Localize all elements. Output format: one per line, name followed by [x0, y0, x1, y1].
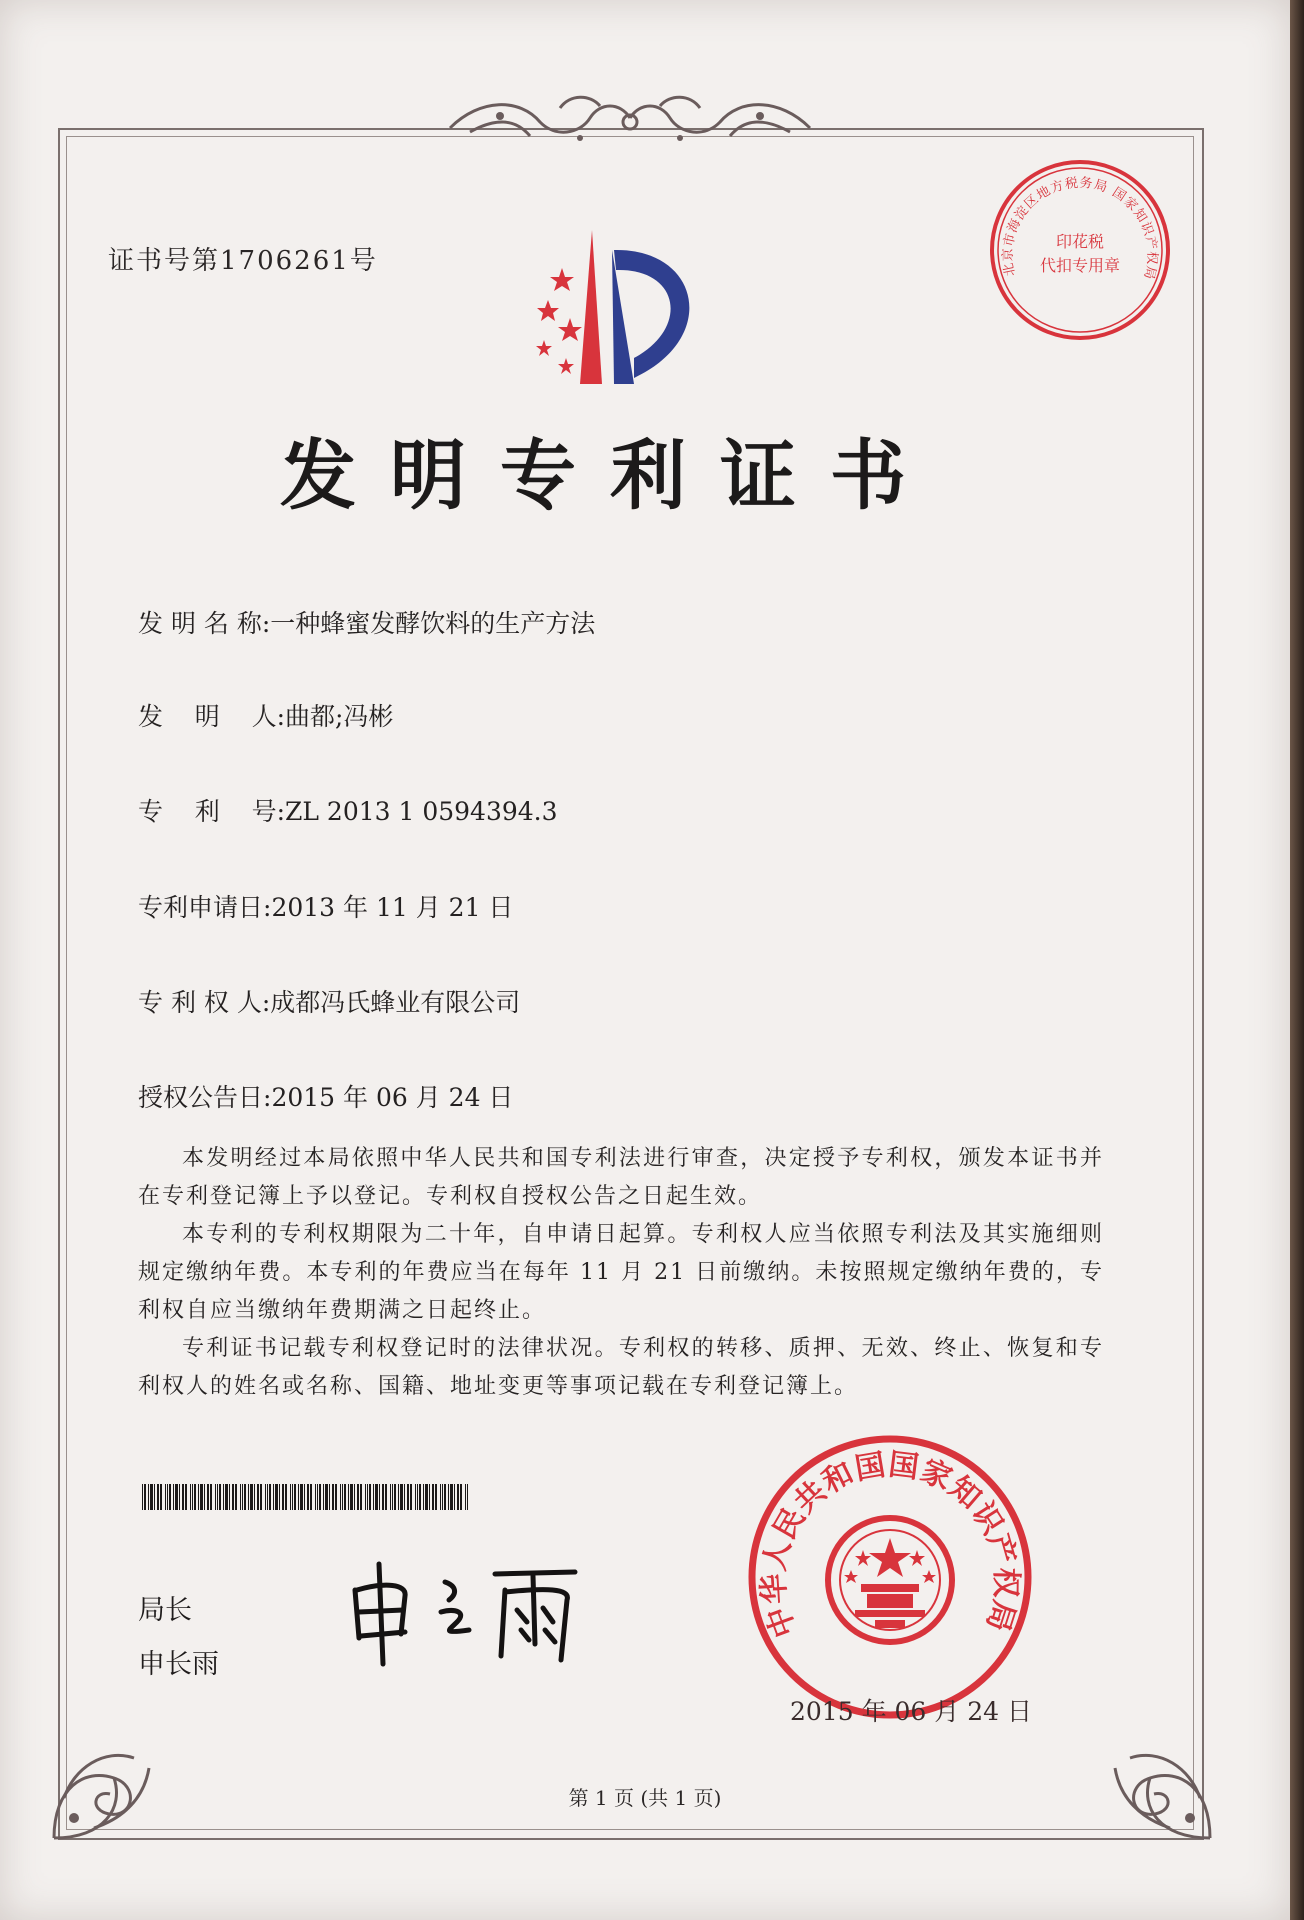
barcode-bar	[267, 1484, 268, 1510]
barcode-bar	[325, 1484, 328, 1510]
barcode-bar	[144, 1484, 146, 1510]
barcode-bar	[190, 1484, 191, 1510]
barcode-bar	[340, 1484, 341, 1510]
barcode-bar	[210, 1484, 212, 1510]
barcode-bar	[429, 1484, 430, 1510]
barcode-bar	[300, 1484, 303, 1510]
barcode-bar	[290, 1484, 291, 1510]
barcode-bar	[417, 1484, 418, 1510]
barcode-bar	[142, 1484, 143, 1510]
barcode-bar	[200, 1484, 203, 1510]
barcode-bar	[192, 1484, 193, 1510]
barcode-bar	[323, 1484, 324, 1510]
barcode-bar	[165, 1484, 166, 1510]
barcode-bar	[173, 1484, 174, 1510]
barcode-bar	[354, 1484, 355, 1510]
barcode-bar	[373, 1484, 374, 1510]
field-label: 授权公告日:	[138, 1083, 272, 1112]
tax-stamp-line-2: 代扣专用章	[1039, 256, 1121, 275]
barcode-bar	[167, 1484, 168, 1510]
barcode-bar	[465, 1484, 466, 1510]
barcode-bar	[198, 1484, 199, 1510]
barcode-bar	[392, 1484, 393, 1510]
director-name: 申长雨	[138, 1649, 219, 1680]
barcode-bar	[304, 1484, 305, 1510]
barcode-bar	[207, 1484, 209, 1510]
barcode-bar	[442, 1484, 443, 1510]
field-label: 专 利 号:	[138, 797, 285, 826]
barcode-bar	[223, 1484, 224, 1510]
barcode-bar	[407, 1484, 409, 1510]
barcode-bar	[275, 1484, 278, 1510]
barcode-bar	[298, 1484, 299, 1510]
barcode-bar	[154, 1484, 155, 1510]
body-paragraph: 本发明经过本局依照中华人民共和国专利法进行审查，决定授予专利权，颁发本证书并在专利登记簿上予以登记。专利权自授权公告之日起生效。	[138, 1146, 1104, 1209]
barcode-bar	[379, 1484, 380, 1510]
barcode-bar	[332, 1484, 334, 1510]
barcode-bar	[307, 1484, 309, 1510]
field-label: 发 明 人:	[138, 702, 285, 731]
field-label: 发 明 名 称:	[138, 609, 271, 638]
field-grant-date	[138, 1078, 513, 1114]
barcode-bar	[394, 1484, 396, 1510]
field-value: 2015 年 06 月 24 日	[271, 1083, 514, 1112]
barcode-bar	[423, 1484, 424, 1510]
tax-stamp	[985, 155, 1175, 345]
barcode-bar	[444, 1484, 446, 1510]
barcode-bar	[194, 1484, 196, 1510]
barcode-bar	[315, 1484, 316, 1510]
barcode-bar	[342, 1484, 343, 1510]
barcode-bar	[404, 1484, 405, 1510]
field-value: 一种蜂蜜发酵饮料的生产方法	[270, 609, 596, 638]
barcode-bar	[250, 1484, 253, 1510]
field-patent-number	[138, 792, 558, 828]
barcode-bar	[319, 1484, 321, 1510]
certificate-title: 发明专利证书	[280, 431, 940, 520]
barcode-bar	[179, 1484, 180, 1510]
barcode-bar	[248, 1484, 249, 1510]
barcode-bar	[175, 1484, 178, 1510]
barcode-bar	[182, 1484, 184, 1510]
barcode-bar	[317, 1484, 318, 1510]
barcode-bar	[215, 1484, 216, 1510]
barcode-bar	[367, 1484, 368, 1510]
barcode-bar	[282, 1484, 284, 1510]
tax-stamp-line-1: 印花税	[1055, 232, 1105, 251]
certificate-body	[138, 1140, 1104, 1406]
tax-stamp-outer-text: 北京市海淀区地方税务局 国家知识产权局	[1000, 175, 1160, 282]
page-number: 第 1 页 (共 1 页)	[568, 1786, 722, 1810]
barcode-bar	[260, 1484, 262, 1510]
body-paragraph: 本专利的专利权期限为二十年，自申请日起算。专利权人应当依照专利法及其实施细则规定缴纳年费。本专利的年费应当在每年 11 月 21 日前缴纳。未按照规定缴纳年费的，专利权自应当缴纳年费期满之日起终止。	[138, 1222, 1104, 1323]
certificate-number: 证书号第1706261号	[108, 246, 378, 276]
barcode-bar	[382, 1484, 384, 1510]
barcode-bar	[448, 1484, 449, 1510]
barcode-bar	[435, 1484, 437, 1510]
barcode-bar	[232, 1484, 234, 1510]
barcode-bar	[269, 1484, 271, 1510]
seal-text: 中华人民共和国国家知识产权局	[756, 1447, 1024, 1642]
barcode-bar	[242, 1484, 243, 1510]
barcode-bar	[294, 1484, 296, 1510]
paper-edge	[1290, 0, 1304, 1920]
barcode-bar	[410, 1484, 412, 1510]
barcode-bar	[460, 1484, 462, 1510]
barcode-bar	[398, 1484, 399, 1510]
barcode-bar	[257, 1484, 259, 1510]
field-invention-name	[138, 604, 595, 640]
seal-date: 2015 年 06 月 24 日	[790, 1697, 1032, 1726]
official-seal	[745, 1432, 1035, 1722]
barcode-bar	[357, 1484, 359, 1510]
director-title: 局长	[138, 1595, 192, 1626]
barcode-bar	[244, 1484, 246, 1510]
body-paragraph: 专利证书记载专利权登记时的法律状况。专利权的转移、质押、无效、终止、恢复和专利权人的姓名或名称、国籍、地址变更等事项记载在专利登记簿上。	[138, 1336, 1104, 1399]
barcode-bar	[457, 1484, 459, 1510]
top-ornament	[440, 88, 820, 152]
field-label: 专 利 权 人:	[138, 988, 271, 1017]
cnipa-logo-icon	[530, 228, 730, 398]
barcode-bar	[344, 1484, 346, 1510]
barcode-bar	[204, 1484, 205, 1510]
barcode-bar	[225, 1484, 228, 1510]
barcode-bar	[369, 1484, 371, 1510]
field-patentee	[138, 983, 520, 1019]
barcode	[142, 1484, 472, 1510]
barcode-bar	[273, 1484, 274, 1510]
barcode-bar	[335, 1484, 337, 1510]
field-value: ZL 2013 1 0594394.3	[285, 797, 558, 826]
barcode-bar	[385, 1484, 387, 1510]
barcode-bar	[235, 1484, 237, 1510]
barcode-bar	[219, 1484, 221, 1510]
barcode-bar	[419, 1484, 421, 1510]
barcode-bar	[169, 1484, 171, 1510]
barcode-bar	[440, 1484, 441, 1510]
barcode-bar	[254, 1484, 255, 1510]
barcode-bar	[285, 1484, 287, 1510]
field-label: 专利申请日:	[138, 893, 272, 922]
barcode-bar	[329, 1484, 330, 1510]
barcode-bar	[160, 1484, 162, 1510]
barcode-bar	[148, 1484, 149, 1510]
barcode-bar	[240, 1484, 241, 1510]
barcode-bar	[310, 1484, 312, 1510]
barcode-bar	[150, 1484, 153, 1510]
barcode-bar	[265, 1484, 266, 1510]
barcode-bar	[360, 1484, 362, 1510]
barcode-bar	[217, 1484, 218, 1510]
barcode-bar	[279, 1484, 280, 1510]
field-value: 成都冯氏蜂业有限公司	[270, 988, 521, 1017]
barcode-bar	[365, 1484, 366, 1510]
barcode-bar	[350, 1484, 353, 1510]
barcode-bar	[157, 1484, 159, 1510]
barcode-bar	[390, 1484, 391, 1510]
barcode-bar	[185, 1484, 187, 1510]
barcode-bar	[425, 1484, 428, 1510]
field-value: 2013 年 11 月 21 日	[271, 893, 514, 922]
barcode-bar	[450, 1484, 453, 1510]
field-inventor	[138, 697, 393, 733]
barcode-bar	[467, 1484, 468, 1510]
field-value: 曲都;冯彬	[285, 702, 394, 731]
barcode-bar	[400, 1484, 403, 1510]
field-application-date	[138, 888, 513, 924]
barcode-bar	[415, 1484, 416, 1510]
barcode-bar	[229, 1484, 230, 1510]
barcode-bar	[292, 1484, 293, 1510]
barcode-bar	[454, 1484, 455, 1510]
barcode-bar	[375, 1484, 378, 1510]
director-signature	[345, 1560, 635, 1670]
barcode-bar	[432, 1484, 434, 1510]
barcode-bar	[348, 1484, 349, 1510]
